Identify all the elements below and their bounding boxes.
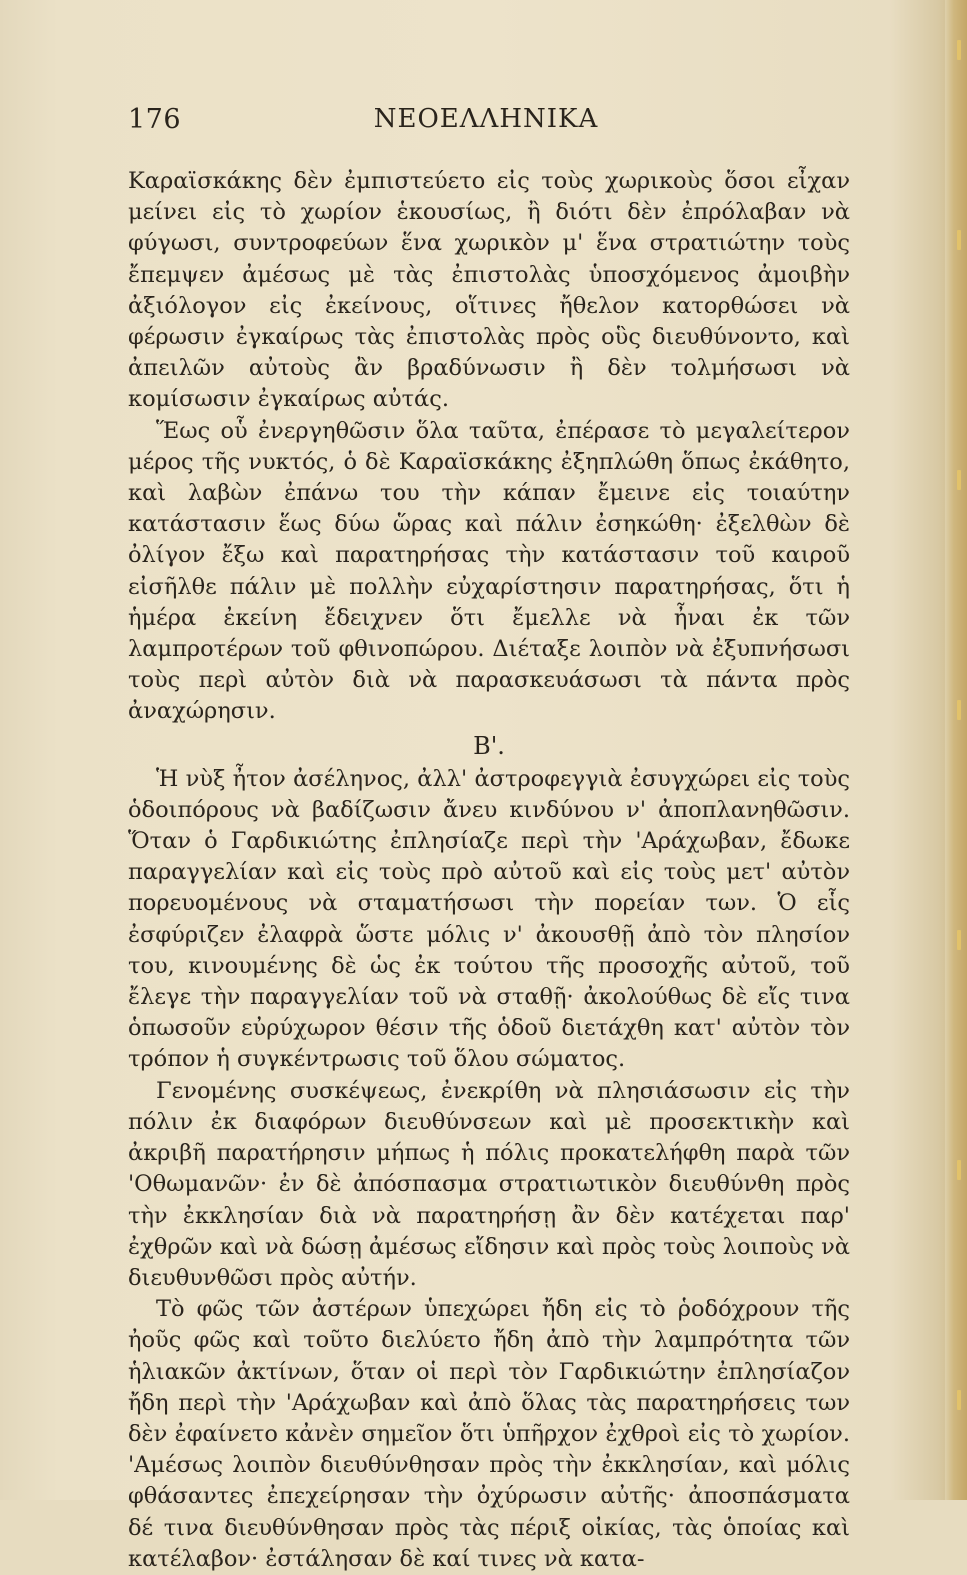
paragraph-5: Τὸ φῶς τῶν ἀστέρων ὑπεχώρει ἤδη εἰς τὸ ῥοδόχρουν τῆς ἠοῦς φῶς καὶ τοῦτο διελύετο ἤδη ἀπὸ τὴν λαμπρότητα τῶν ἡλιακῶν ἀκτίνων, ὅταν οἱ περὶ τὸν Γαρδικιώτην ἐπλησίαζον ἤδη περὶ τὴν 'Αράχωβαν καὶ ἀπὸ ὅλας τὰς παρατηρήσεις των δὲν ἐφαίνετο κἀνὲν σημεῖον ὅτι ὑπῆρχον ἐχθροὶ εἰς τὸ χωρίον. 'Αμέσως λοιπὸν διευθύνθησαν πρὸς τὴν ἐκκλησίαν, καὶ μόλις φθάσαντες ἐπεχείρησαν τὴν ὀχύρωσιν αὐτῆς· ἀποσπάσματα δέ τινα διευθύνθησαν πρὸς τὰς πέριξ οἰκίας, τὰς ὁποίας καὶ κατέλαβον· ἐστάλησαν δὲ καί τινες νὰ κατα- (128, 1296, 850, 1572)
page-header (128, 104, 844, 140)
edge-mark (957, 230, 961, 250)
edge-mark (957, 470, 961, 490)
paragraph-3: Ἡ νὺξ ἦτον ἀσέληνος, ἀλλ' ἀστροφεγγιὰ ἐσυγχώρει εἰς τοὺς ὁδοιπόρους νὰ βαδίζωσιν ἄνευ κινδύνου ν' ἀποπλανηθῶσιν. Ὅταν ὁ Γαρδικιώτης ἐπλησίαζε περὶ τὴν 'Αράχωβαν, ἔδωκε παραγγελίαν καὶ εἰς τοὺς πρὸ αὐτοῦ καὶ εἰς τοὺς μετ' αὐτὸν πορευομένους νὰ σταματήσωσι τὴν πορείαν των. Ὁ εἷς ἐσφύριζεν ἐλαφρὰ ὥστε μόλις ν' ἀκουσθῇ ἀπὸ τὸν πλησίον του, κινουμένης δὲ ὡς ἐκ τούτου τῆς προσοχῆς αὐτοῦ, τοῦ ἔλεγε τὴν παραγγελίαν τοῦ νὰ σταθῇ· ἀκολούθως δὲ εἴς τινα ὁπωσοῦν εὐρύχωρον θέσιν τῆς ὁδοῦ διετάχθη κατ' αὐτὸν τὸν τρόπον ἡ συγκέντρωσις τοῦ ὅλου σώματος. (128, 765, 850, 1073)
running-title: ΝΕΟΕΛΛΗΝΙΚΑ (373, 104, 599, 134)
edge-mark (957, 40, 961, 60)
paragraph-2: Ἕως οὗ ἐνεργηθῶσιν ὅλα ταῦτα, ἐπέρασε τὸ μεγαλείτερον μέρος τῆς νυκτός, ὁ δὲ Καραϊσκάκης ἐξηπλώθη ὅπως ἐκάθητο, καὶ λαβὼν ἐπάνω του τὴν κάπαν ἔμεινε εἰς τοιαύτην κατάστασιν ἕως δύω ὥρας καὶ πάλιν ἐσηκώθη· ἐξελθὼν δὲ ὀλίγον ἔξω καὶ παρατηρήσας τὴν κατάστασιν τοῦ καιροῦ εἰσῆλθε πάλιν μὲ πολλὴν εὐχαρίστησιν παρατηρήσας, ὅτι ἡ ἡμέρα ἐκείνη ἔδειχνεν ὅτι ἔμελλε νὰ ἦναι ἐκ τῶν λαμπροτέρων τοῦ φθινοπώρου. Διέταξε λοιπὸν νὰ ἐξυπνήσωσι τοὺς περὶ αὐτὸν διὰ νὰ παρασκευάσωσι τὰ πάντα πρὸς ἀναχώρησιν. (128, 417, 850, 725)
edge-mark (957, 1160, 961, 1180)
page-number: 176 (128, 104, 182, 135)
body-text (128, 166, 850, 1575)
edge-mark (957, 700, 961, 720)
paragraph-4: Γενομένης συσκέψεως, ἐνεκρίθη νὰ πλησιάσωσιν εἰς τὴν πόλιν ἐκ διαφόρων διευθύνσεων καὶ μὲ προσεκτικὴν καὶ ἀκριβῆ παρατήρησιν μήπως ἡ πόλις προκατελήφθη παρὰ τῶν 'Οθωμανῶν· ἐν δὲ ἀπόσπασμα στρατιωτικὸν διευθύνθη πρὸς τὴν ἐκκλησίαν διὰ νὰ παρατηρήσῃ ἂν δὲν κατέχεται παρ' ἐχθρῶν καὶ νὰ δώσῃ ἀμέσως εἴδησιν καὶ πρὸς τοὺς λοιποὺς νὰ διευθυνθῶσι πρὸς αὐτήν. (128, 1077, 850, 1291)
edge-mark (957, 1390, 961, 1410)
edge-mark (957, 930, 961, 950)
section-heading: Β'. (473, 731, 505, 760)
paragraph-1: Καραϊσκάκης δὲν ἐμπιστεύετο εἰς τοὺς χωρικοὺς ὅσοι εἶχαν μείνει εἰς τὸ χωρίον ἑκουσίως, ἢ διότι δὲν ἐπρόλαβαν νὰ φύγωσι, συντροφεύων ἕνα χωρικὸν μ' ἕνα στρατιώτην τοὺς ἔπεμψεν ἀμέσως μὲ τὰς ἐπιστολὰς ὑποσχόμενος ἀμοιβὴν ἀξιόλογον εἰς ἐκείνους, οἵτινες ἤθελον κατορθώσει νὰ φέρωσιν ἐγκαίρως τὰς ἐπιστολὰς πρὸς οὓς διευθύνοντο, καὶ ἀπειλῶν αὐτοὺς ἂν βραδύνωσιν ἢ δὲν τολμήσωσι νὰ κομίσωσιν ἐγκαίρως αὐτάς. (128, 168, 850, 413)
page-edge-binding (945, 0, 967, 1500)
